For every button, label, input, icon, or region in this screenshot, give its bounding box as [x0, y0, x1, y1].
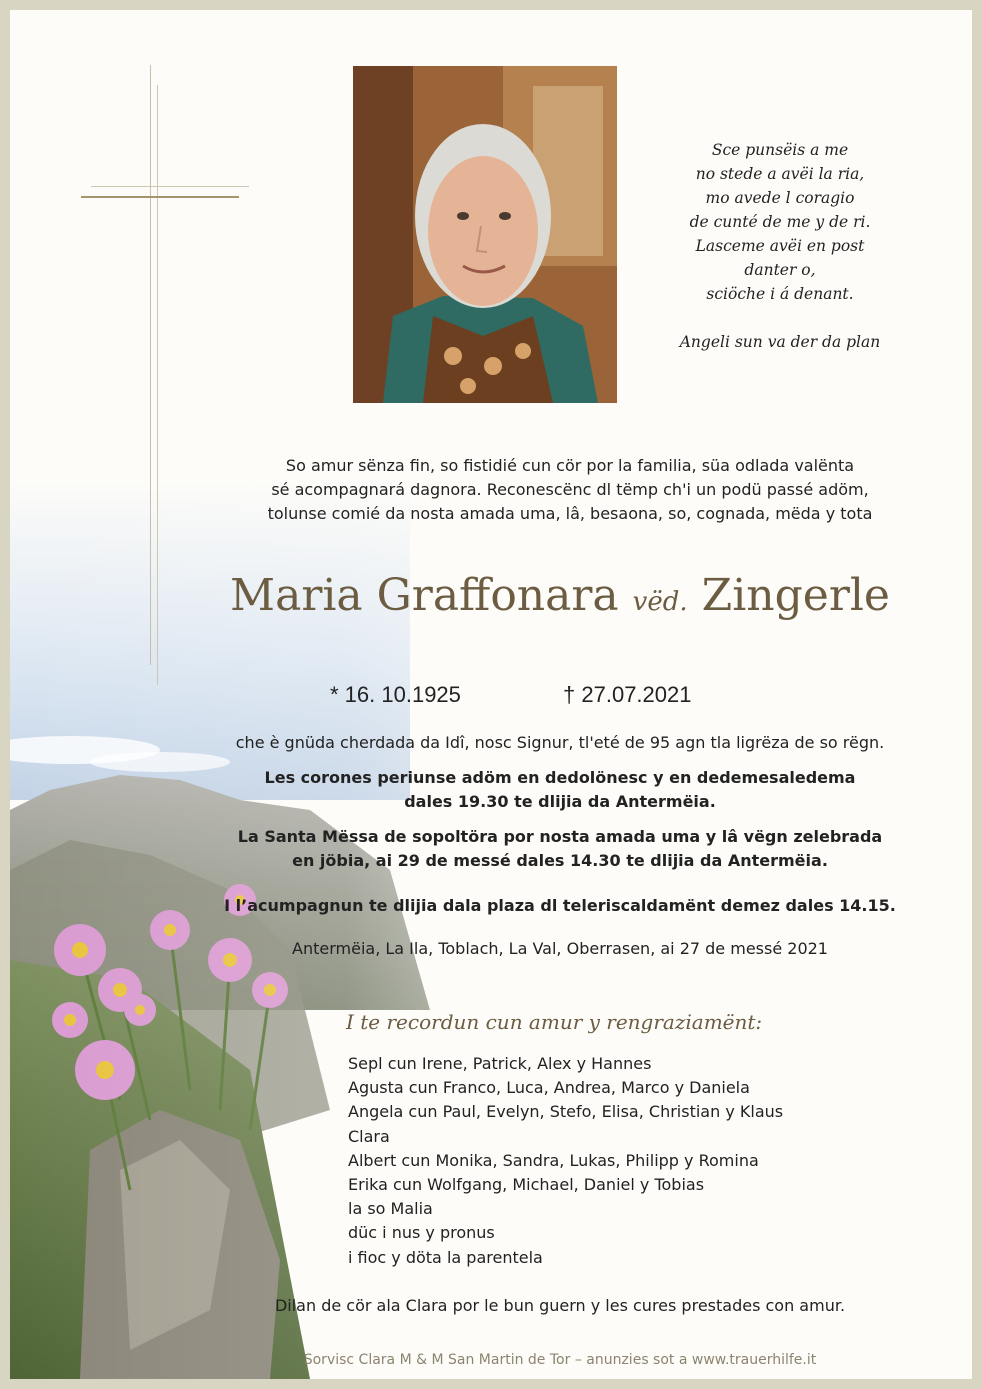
- list-item: Albert cun Monika, Sandra, Lukas, Philipp y Romina: [348, 1150, 759, 1170]
- poem-line: no stede a avëi la ria,: [695, 165, 865, 183]
- poem: [630, 138, 930, 354]
- cross-icon: [150, 65, 151, 665]
- list-item: la so Malia: [348, 1199, 433, 1219]
- rosary-line: Les corones periunse adöm en dedolönesc y en dedemesaledema: [264, 768, 856, 787]
- intro-line: So amur sënza fin, so fistidié cun cör por la familia, süa odlada valënta: [285, 456, 855, 475]
- list-item: Sepl cun Irene, Patrick, Alex y Hannes: [348, 1054, 652, 1073]
- portrait-image: [353, 66, 617, 403]
- cross-horizontal-line: [91, 186, 249, 187]
- poem-line: mo avede l coragio: [705, 189, 855, 207]
- poem-line: de cunté de me y de ri.: [689, 213, 871, 231]
- list-item: düc i nus y pronus: [348, 1223, 495, 1243]
- portrait-photo: [353, 66, 617, 403]
- mass-line: La Santa Mëssa de sopoltöra por nosta amada uma y lâ vëgn zelebrada: [237, 827, 883, 846]
- poem-line: danter o,: [744, 261, 816, 279]
- cross-bar-line: [81, 196, 239, 198]
- place-date: Antermëia, La Ila, Toblach, La Val, Oberrasen, ai 27 de messé 2021: [292, 939, 828, 958]
- poem-line: sciöche i á denant.: [706, 285, 854, 303]
- mass-line: en jöbia, ai 29 de messé dales 14.30 te dlijia da Antermëia.: [292, 851, 828, 870]
- closing-thanks: Dilan de cör ala Clara por le bun guern y les cures prestades con amur.: [274, 1296, 846, 1315]
- intro-line: tolunse comié da nosta amada uma, lâ, besaona, so, cognada, mëda y tota: [267, 504, 873, 523]
- list-item: Erika cun Wolfgang, Michael, Daniel y Tobias: [348, 1175, 705, 1195]
- obituary-card: [10, 10, 972, 1379]
- birth-date: * 16. 10.1925: [330, 682, 461, 707]
- poem-line: Sce punsëis a me: [711, 141, 849, 159]
- intro-text: [210, 454, 930, 526]
- thanks-heading: I te recordun cun amur y rengraziamënt:: [346, 1010, 763, 1034]
- last-name: Zingerle: [701, 570, 890, 621]
- procession-line: I l’acumpagnun te dlijia dala plaza dl teleriscaldamënt demez dales 14.15.: [224, 896, 896, 915]
- poem-line: Lasceme avëi en post: [695, 237, 865, 255]
- poem-closing: Angeli sun va der da plan: [679, 333, 881, 351]
- widow-abbrev: vëd.: [632, 587, 688, 617]
- footer-credit: Sorvisc Clara M & M San Martin de Tor – anunzies sot a www.trauerhilfe.it: [303, 1352, 817, 1368]
- list-item: i fioc y döta la parentela: [348, 1247, 543, 1267]
- cross-vertical-line: [157, 85, 158, 685]
- life-dates: [330, 682, 692, 708]
- first-name: Maria Graffonara: [230, 570, 619, 621]
- family-list: [348, 1052, 783, 1270]
- intro-line: sé acompagnará dagnora. Reconescënc dl tëmp ch'i un podü passé adöm,: [271, 480, 869, 499]
- deceased-name: [200, 570, 920, 621]
- death-date: † 27.07.2021: [563, 682, 692, 707]
- rosary-line: dales 19.30 te dlijia da Antermëia.: [404, 792, 716, 811]
- list-item: Clara: [348, 1126, 390, 1146]
- announcement-text: che è gnüda cherdada da Idî, nosc Signur, tl'eté de 95 agn tla ligrëza de so rëgn.: [235, 733, 885, 752]
- list-item: Angela cun Paul, Evelyn, Stefo, Elisa, Christian y Klaus: [348, 1102, 784, 1122]
- list-item: Agusta cun Franco, Luca, Andrea, Marco y Daniela: [348, 1078, 750, 1098]
